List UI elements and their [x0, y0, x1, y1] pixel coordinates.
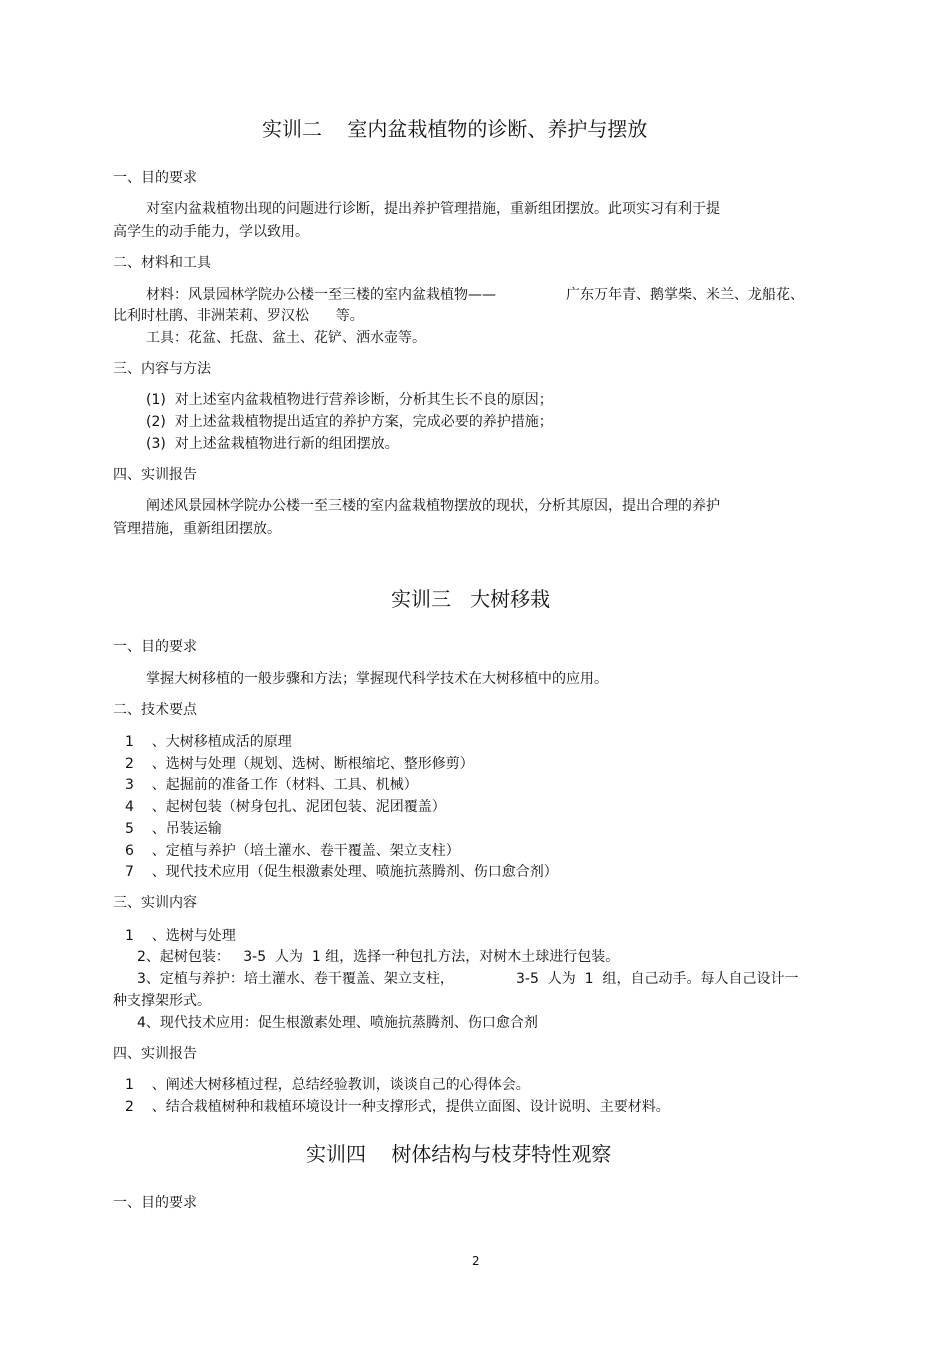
- s3-content-item-3b: 3-5 人为 1 组，自己动手。每人自己设计一: [516, 971, 799, 987]
- s2-report-line2: 管理措施，重新组团摆放。: [113, 521, 281, 537]
- s2-materials-line1b: 广东万年青、鹅掌柴、米兰、龙船花、: [566, 287, 804, 303]
- s2-report-line1: 阐述风景园林学院办公楼一至三楼的室内盆栽植物摆放的现状，分析其原因，提出合理的养护: [146, 498, 720, 514]
- s3-report-item-2: 2 、结合栽植树种和栽植环境设计一种支撑形式，提供立面图、设计说明、主要材料。: [125, 1099, 670, 1115]
- s3-key-point-1: 1 、大树移植成活的原理: [125, 734, 292, 750]
- s3-heading-content: 三、实训内容: [113, 895, 197, 911]
- s2-method-item-2: (2) 对上述盆栽植物提出适宜的养护方案，完成必要的养护措施；: [146, 414, 553, 430]
- section-3-title: 实训三 大树移栽: [391, 587, 551, 611]
- s2-method-item-3: (3) 对上述盆栽植物进行新的组团摆放。: [146, 436, 399, 452]
- s4-heading-objectives: 一、目的要求: [113, 1195, 197, 1211]
- s2-objectives-line1: 对室内盆栽植物出现的问题进行诊断，提出养护管理措施，重新组团摆放。此项实习有利于提: [146, 201, 720, 217]
- s3-report-item-1: 1 、阐述大树移植过程，总结经验教训，谈谈自己的心得体会。: [125, 1077, 530, 1093]
- s3-content-item-4: 4、现代技术应用：促生根激素处理、喷施抗蒸腾剂、伤口愈合剂: [137, 1015, 538, 1031]
- s2-materials-line1a: 材料：风景园林学院办公楼一至三楼的室内盆栽植物——: [146, 287, 496, 303]
- s2-heading-methods: 三、内容与方法: [113, 361, 211, 377]
- s2-objectives-line2: 高学生的动手能力，学以致用。: [113, 224, 309, 240]
- s2-materials-line2: 比利时杜鹃、非洲茉莉、罗汉松 等。: [113, 308, 364, 324]
- s3-key-point-3: 3 、起掘前的准备工作（材料、工具、机械）: [125, 777, 418, 793]
- s3-content-item-3a: 3、定植与养护：培土灌水、卷干覆盖、架立支柱，: [137, 971, 454, 987]
- s3-key-point-7: 7 、现代技术应用（促生根激素处理、喷施抗蒸腾剂、伤口愈合剂）: [125, 864, 558, 880]
- s2-method-item-1: (1) 对上述室内盆栽植物进行营养诊断，分析其生长不良的原因；: [146, 392, 553, 408]
- s3-key-point-5: 5 、吊装运输: [125, 821, 222, 837]
- s3-content-item-1: 1 、选树与处理: [125, 928, 236, 944]
- s2-tools-line: 工具：花盆、托盘、盆土、花铲、洒水壶等。: [146, 330, 426, 346]
- s2-heading-objectives: 一、目的要求: [113, 170, 197, 186]
- s3-content-item-3c: 种支撑架形式。: [113, 993, 211, 1009]
- s2-heading-report: 四、实训报告: [113, 467, 197, 483]
- s3-objectives-line: 掌握大树移植的一般步骤和方法；掌握现代科学技术在大树移植中的应用。: [146, 671, 608, 687]
- s3-key-point-2: 2 、选树与处理（规划、选树、断根缩坨、整形修剪）: [125, 756, 474, 772]
- s3-heading-objectives: 一、目的要求: [113, 639, 197, 655]
- s3-key-point-4: 4 、起树包装（树身包扎、泥团包装、泥团覆盖）: [125, 799, 446, 815]
- s3-key-point-6: 6 、定植与养护（培土灌水、卷干覆盖、架立支柱）: [125, 843, 460, 859]
- s3-heading-report: 四、实训报告: [113, 1046, 197, 1062]
- section-2-title: 实训二 室内盆栽植物的诊断、养护与摆放: [262, 117, 648, 141]
- s3-content-item-2: 2、起树包装： 3-5 人为 1 组，选择一种包扎方法，对树木土球进行包装。: [137, 949, 620, 965]
- page-number: 2: [472, 1254, 480, 1268]
- s2-heading-materials: 二、材料和工具: [113, 255, 211, 271]
- s3-heading-key-points: 二、技术要点: [113, 702, 197, 718]
- section-4-title: 实训四 树体结构与枝芽特性观察: [306, 1142, 612, 1166]
